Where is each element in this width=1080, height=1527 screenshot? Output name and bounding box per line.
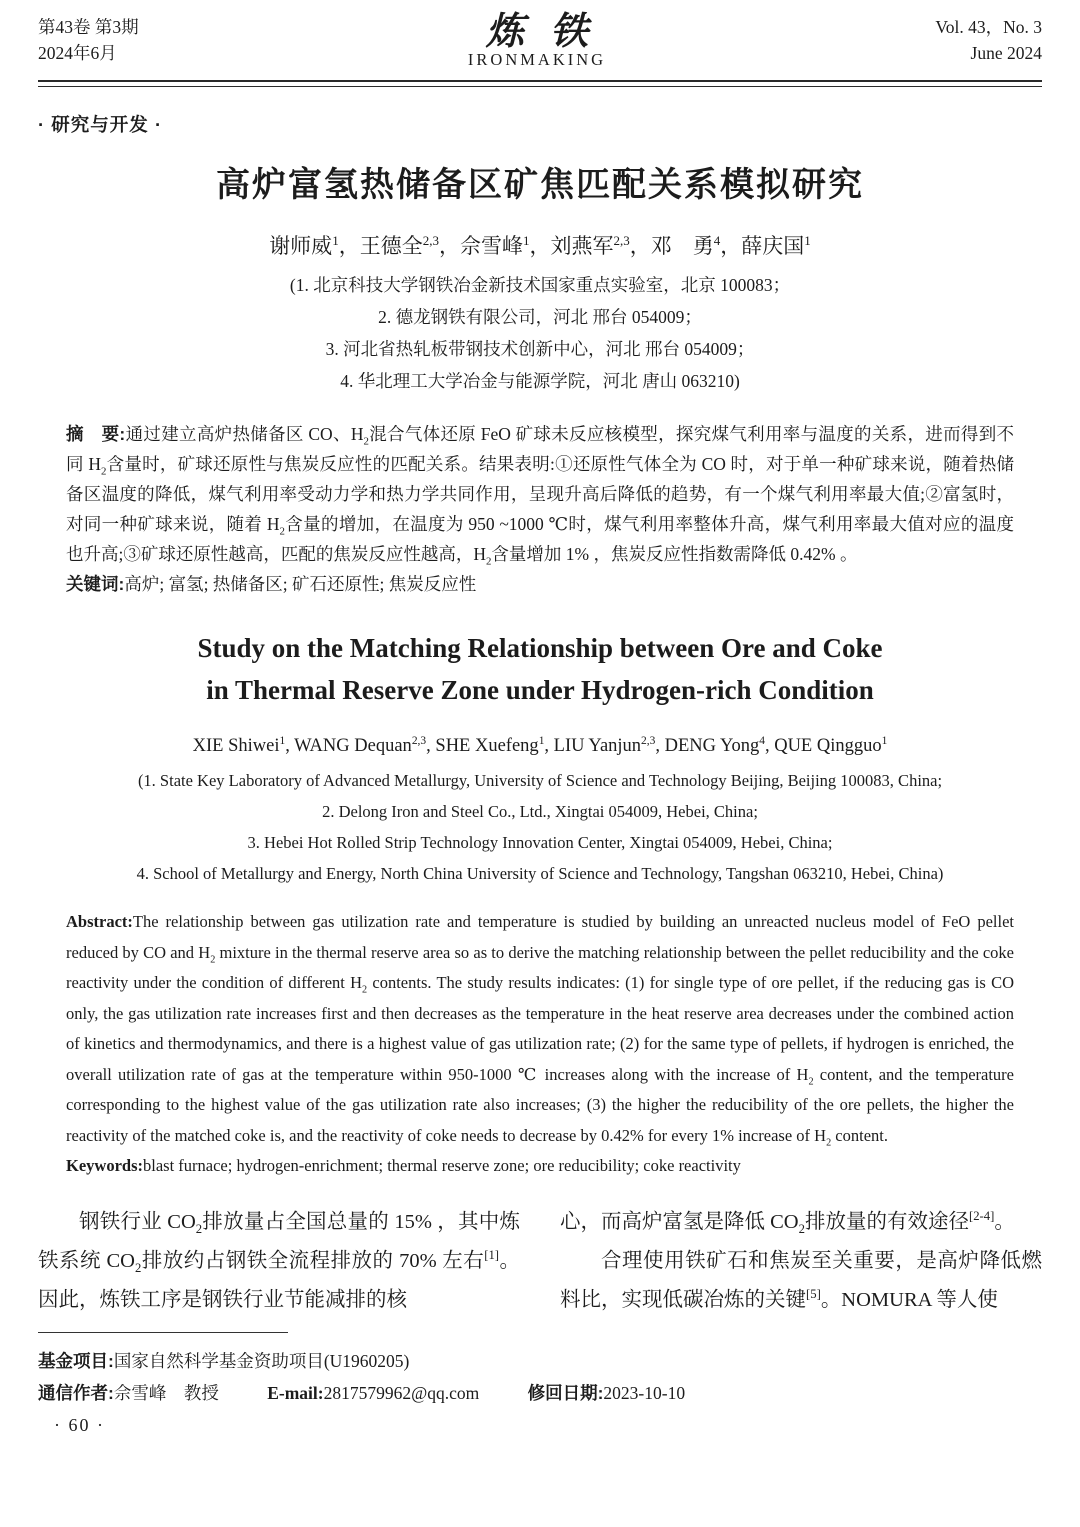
- issue-volume-line: 第43卷 第3期: [38, 17, 139, 37]
- email-group: [267, 1377, 479, 1409]
- email-label: E-mail:: [267, 1383, 324, 1403]
- revised-group: [528, 1377, 685, 1409]
- abstract-cn-label: 摘 要:: [66, 424, 126, 444]
- section-label: · 研究与开发 ·: [38, 114, 163, 135]
- affiliation-cn-line: 2. 德龙钢铁有限公司，河北 邢台 054009；: [378, 307, 702, 327]
- keywords-en-text: blast furnace; hydrogen-enrichment; thermal reserve zone; ore reducibility; coke reactivity: [143, 1156, 741, 1175]
- keywords-en: [66, 1151, 1014, 1181]
- footnotes: [38, 1345, 1042, 1409]
- correspond-text: 佘雪峰 教授: [113, 1383, 219, 1403]
- article-title-en: [38, 627, 1042, 711]
- affiliation-en-line: 3. Hebei Hot Rolled Strip Technology Innovation Center, Xingtai 054009, Hebei, China;: [247, 833, 833, 852]
- affiliation-cn-line: 4. 华北理工大学冶金与能源学院，河北 唐山 063210): [340, 371, 740, 391]
- journal-logo: [139, 11, 936, 70]
- affiliation-cn-line: (1. 北京科技大学钢铁冶金新技术国家重点实验室，北京 100083；: [289, 275, 791, 295]
- body-paragraph: 合理使用铁矿石和焦炭至关重要，是高炉降低燃料比，实现低碳冶炼的关键[5]。NOMURA 等人使: [560, 1250, 1042, 1311]
- body-paragraph: 心，而高炉富氢是降低 $CO_2$排放量的有效途径[2-4]。: [560, 1209, 1015, 1237]
- header-divider: [38, 80, 1042, 87]
- article-title-en-line1: Study on the Matching Relationship between Ore and Coke: [197, 633, 883, 663]
- authors-en: XIE Shiwei$^1$, WANG Dequan$^{2,3}$, SHE Xuefeng$^1$, LIU Yanjun$^{2,3}$, DENG Yong$^4$, QUE Qingguo$^1$: [192, 734, 888, 756]
- issue-info: [38, 14, 139, 66]
- affiliation-cn-line: 3. 河北省热轧板带钢技术创新中心，河北 邢台 054009；: [325, 339, 755, 359]
- journal-logo-en: IRONMAKING: [467, 50, 607, 69]
- revised-text: 2023-10-10: [603, 1383, 686, 1403]
- body-column-left: [38, 1203, 520, 1320]
- abstract-en: [66, 907, 1014, 1151]
- affiliations-en: [38, 765, 1042, 889]
- body-paragraph: 钢铁行业 $CO_2$排放量占全国总量的 15% ，其中炼铁系统 $CO_2$排放约占钢铁全流程排放的 70% 左右[1]。因此，炼铁工序是钢铁行业节能减排的核: [38, 1211, 521, 1311]
- affiliation-en-line: 2. Delong Iron and Steel Co., Ltd., Xingtai 054009, Hebei, China;: [322, 802, 758, 821]
- keywords-cn: [66, 569, 1014, 599]
- authors-cn: 谢师威$^1$，王德全$^{2,3}$，佘雪峰$^1$，刘燕军$^{2,3}$，邓 勇$^4$，薛庆国$^1$: [269, 233, 811, 258]
- volume-date-line: June 2024: [970, 43, 1042, 63]
- revised-label: 修回日期:: [527, 1383, 604, 1403]
- body-columns: [38, 1203, 1042, 1320]
- fund-text: 国家自然科学基金资助项目(U1960205): [113, 1351, 410, 1371]
- article-title-en-line2: in Thermal Reserve Zone under Hydrogen-rich Condition: [206, 675, 874, 705]
- page-number: · 60 ·: [54, 1415, 105, 1435]
- correspond-label: 通信作者:: [38, 1383, 114, 1403]
- body-column-right: [560, 1203, 1042, 1320]
- article-title-cn: 高炉富氢热储备区矿焦匹配关系模拟研究: [216, 166, 864, 204]
- volume-info: [935, 14, 1042, 66]
- affiliations-cn: [38, 269, 1042, 397]
- abstract-en-text: The relationship between gas utilization rate and temperature is studied by building an unreacted nucleus model of FeO pellet reduced by CO and $H_2$ mixture in the thermal reserve area so as to derive the matching relationship between the pellet reducibility and the coke reactivity under the condition of different $H_2$ contents. The study results indicates: (1) for single type of ore pellet, if the reducing gas is CO only, the gas utilization rate increases first and then decreases as the temperature in the heat reserve area decreases under the combined action of kinetics and thermodynamics, and there is a highest value of gas utilization rate; (2) for the same type of pellets, if hydrogen is enriched, the overall utilization rate of gas at the temperature within 950-1000 ℃ increases along with the increase of $H_2$ content, and the temperature corresponding to the highest value of the gas utilization rate also increases; (3) the higher the reducibility of the ore pellets, the higher the reactivity of the matched coke is, and the reactivity of coke needs to decrease by 0.42% for every 1% increase of $H_2$ content.: [66, 912, 1014, 1148]
- journal-header: [38, 11, 1042, 72]
- fund-label: 基金项目:: [38, 1351, 114, 1371]
- abstract-en-label: Abstract:: [66, 912, 133, 931]
- abstract-cn: [66, 419, 1014, 569]
- volume-number-line: Vol. 43，No. 3: [935, 17, 1042, 37]
- fund-line: [38, 1345, 1042, 1377]
- correspond-line: [38, 1377, 1042, 1409]
- keywords-cn-text: 高炉; 富氢; 热储备区; 矿石还原性; 焦炭反应性: [124, 574, 477, 594]
- issue-date-line: 2024年6月: [38, 43, 117, 63]
- footnote-divider: [38, 1332, 288, 1333]
- email-text: 2817579962@qq.com: [323, 1383, 480, 1403]
- correspond-group: [38, 1377, 219, 1409]
- affiliation-en-line: (1. State Key Laboratory of Advanced Metallurgy, University of Science and Technology Beijing, Beijing 100083, China;: [137, 771, 943, 790]
- journal-logo-cn: 炼铁: [485, 11, 614, 53]
- keywords-cn-label: 关键词:: [66, 574, 125, 594]
- abstract-cn-text: 通过建立高炉热储备区 CO、$H_2$混合气体还原 FeO 矿球未反应核模型，探究煤气利用率与温度的关系，进而得到不同 $H_2$含量时，矿球还原性与焦炭反应性的匹配关系。结果表明:①还原性气体全为 CO 时，对于单一种矿球来说，随着热储备区温度的降低，煤气利用率受动力学和热力学共同作用，呈现升高后降低的趋势，有一个煤气利用率最大值;②富氢时，对同一种矿球来说，随着 $H_2$含量的增加，在温度为 950 ~1000 ℃时，煤气利用率整体升高，煤气利用率最大值对应的温度也升高;③矿球还原性越高，匹配的焦炭反应性越高，$H_2$含量增加 1% ，焦炭反应性指数需降低 0.42% 。: [66, 424, 1015, 568]
- affiliation-en-line: 4. School of Metallurgy and Energy, North China University of Science and Technology, Tangshan 063210, Hebei, China): [136, 864, 944, 883]
- keywords-en-label: Keywords:: [66, 1156, 143, 1175]
